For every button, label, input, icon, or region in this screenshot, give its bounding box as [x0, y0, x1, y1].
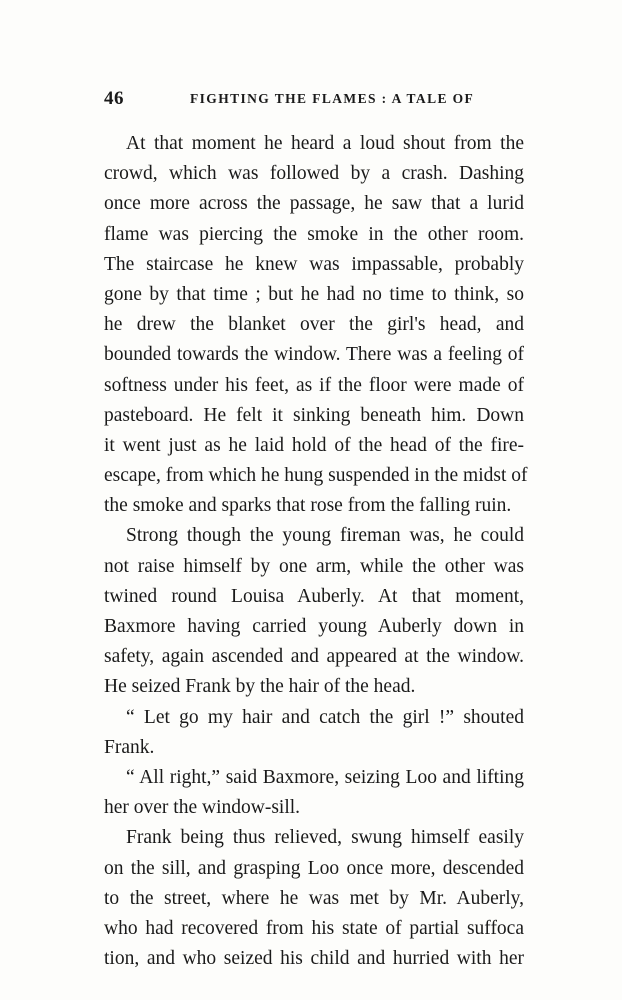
- text-line: He seized Frank by the hair of the head.: [104, 676, 416, 698]
- text-line: “ Let go my hair and catch the girl !” shouted: [126, 706, 524, 728]
- text-line: Frank.: [104, 736, 155, 758]
- text-line: softness under his feet, as if the floor were made of: [104, 374, 524, 396]
- text-line: to the street, where he was met by Mr. Auberly,: [104, 887, 524, 909]
- text-line: The staircase he knew was impassable, probably: [104, 253, 524, 275]
- text-line: once more across the passage, he saw that a lurid: [104, 193, 524, 215]
- text-line: Baxmore having carried young Auberly down in: [104, 616, 524, 637]
- text-line: crowd, which was followed by a crash. Dashing: [104, 163, 524, 185]
- running-head: FIGHTING THE FLAMES : A TALE OF: [190, 91, 475, 106]
- page-number: 46: [104, 88, 124, 109]
- text-line: tion, and who seized his child and hurried with her: [104, 948, 524, 970]
- text-line: Strong though the young fireman was, he could: [126, 525, 524, 547]
- text-line: it went just as he laid hold of the head of the fire-: [104, 434, 524, 456]
- text-line: on the sill, and grasping Loo once more, descended: [104, 857, 524, 879]
- text-line: bounded towards the window. There was a feeling of: [104, 344, 524, 366]
- text-line: At that moment he heard a loud shout from the: [126, 133, 524, 154]
- page-header: [104, 88, 534, 114]
- text-line: flame was piercing the smoke in the other room.: [104, 223, 524, 245]
- text-line: twined round Louisa Auberly. At that moment,: [104, 585, 524, 607]
- text-line: “ All right,” said Baxmore, seizing Loo and lifting: [126, 766, 524, 788]
- text-line: he drew the blanket over the girl's head, and: [104, 314, 524, 336]
- text-line: the smoke and sparks that rose from the falling ruin.: [104, 495, 512, 517]
- text-line: Frank being thus relieved, swung himself easily: [126, 827, 524, 849]
- text-line: her over the window-sill.: [104, 797, 301, 819]
- text-line: safety, again ascended and appeared at the window.: [104, 646, 524, 668]
- text-line: who had recovered from his state of partial suffoca: [104, 917, 524, 939]
- body-text: [104, 129, 528, 974]
- text-line: not raise himself by one arm, while the other was: [104, 555, 524, 577]
- text-line: gone by that time ; but he had no time to think, so: [104, 283, 524, 305]
- text-line: escape, from which he hung suspended in the midst of: [104, 465, 528, 487]
- text-line: pasteboard. He felt it sinking beneath him. Down: [104, 404, 524, 426]
